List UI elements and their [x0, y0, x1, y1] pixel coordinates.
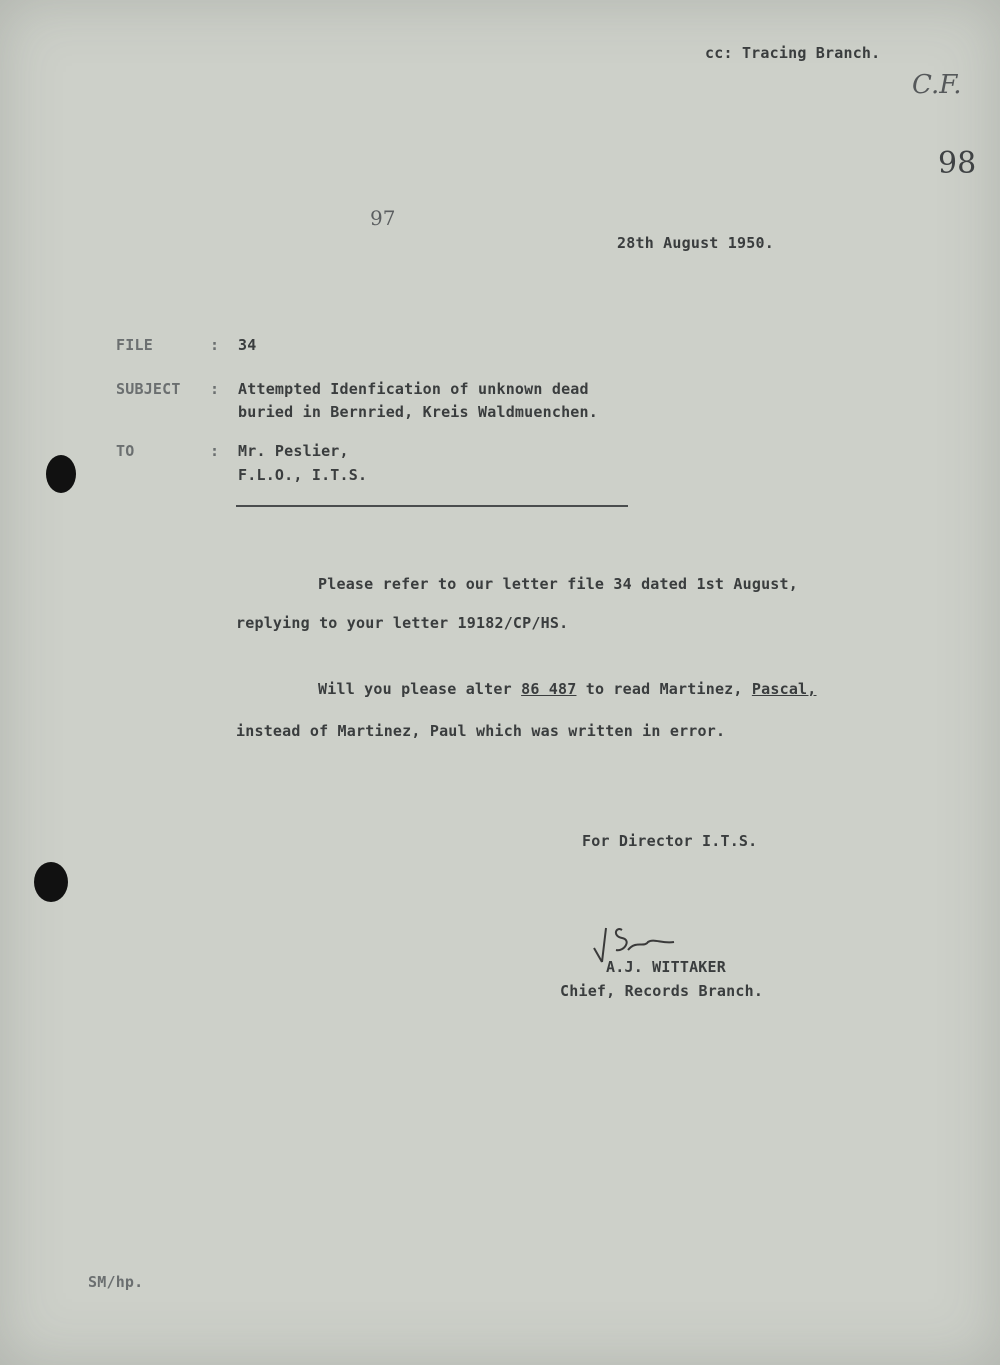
previous-folio-number: 97 [370, 206, 396, 230]
subject-label: SUBJECT [116, 380, 181, 398]
punch-hole-bottom [34, 862, 68, 902]
corrected-name: Pascal, [751, 680, 817, 698]
file-colon: : [210, 336, 220, 354]
paragraph-2-line-2: instead of Martinez, Paul which was written in error. [236, 722, 726, 740]
paragraph-2-mid: to read Martinez, [585, 680, 743, 698]
cc-line [705, 44, 880, 62]
signatory-name: A.J. WITTAKER [606, 958, 726, 976]
cc-label: cc: [705, 44, 733, 62]
to-colon: : [210, 442, 220, 460]
file-label: FILE [116, 336, 153, 354]
to-line-2: F.L.O., I.T.S. [238, 466, 368, 484]
punch-hole-top [46, 455, 76, 493]
number-reference: 86 487 [521, 680, 577, 698]
to-line-1: Mr. Peslier, [238, 442, 349, 460]
subject-line-1: Attempted Idenfication of unknown dead [238, 380, 589, 398]
paragraph-1-line-2: replying to your letter 19182/CP/HS. [236, 614, 569, 632]
paragraph-2-line-1 [318, 680, 817, 698]
page-number: 98 [938, 146, 977, 181]
cc-value: Tracing Branch. [741, 44, 881, 62]
signatory-title: Chief, Records Branch. [560, 982, 764, 1000]
subject-colon: : [210, 380, 220, 398]
separator-rule [236, 505, 628, 507]
to-label: TO [116, 442, 135, 460]
handwritten-initials: C.F. [912, 70, 962, 100]
subject-line-2: buried in Bernried, Kreis Waldmuenchen. [238, 403, 598, 421]
file-value: 34 [238, 336, 257, 354]
for-director-line: For Director I.T.S. [582, 832, 758, 850]
letter-date: 28th August 1950. [617, 234, 774, 252]
typist-reference: SM/hp. [88, 1273, 144, 1291]
paragraph-1-line-1: Please refer to our letter file 34 dated 1st August, [318, 575, 798, 593]
paragraph-2-prefix: Will you please alter [318, 680, 512, 698]
